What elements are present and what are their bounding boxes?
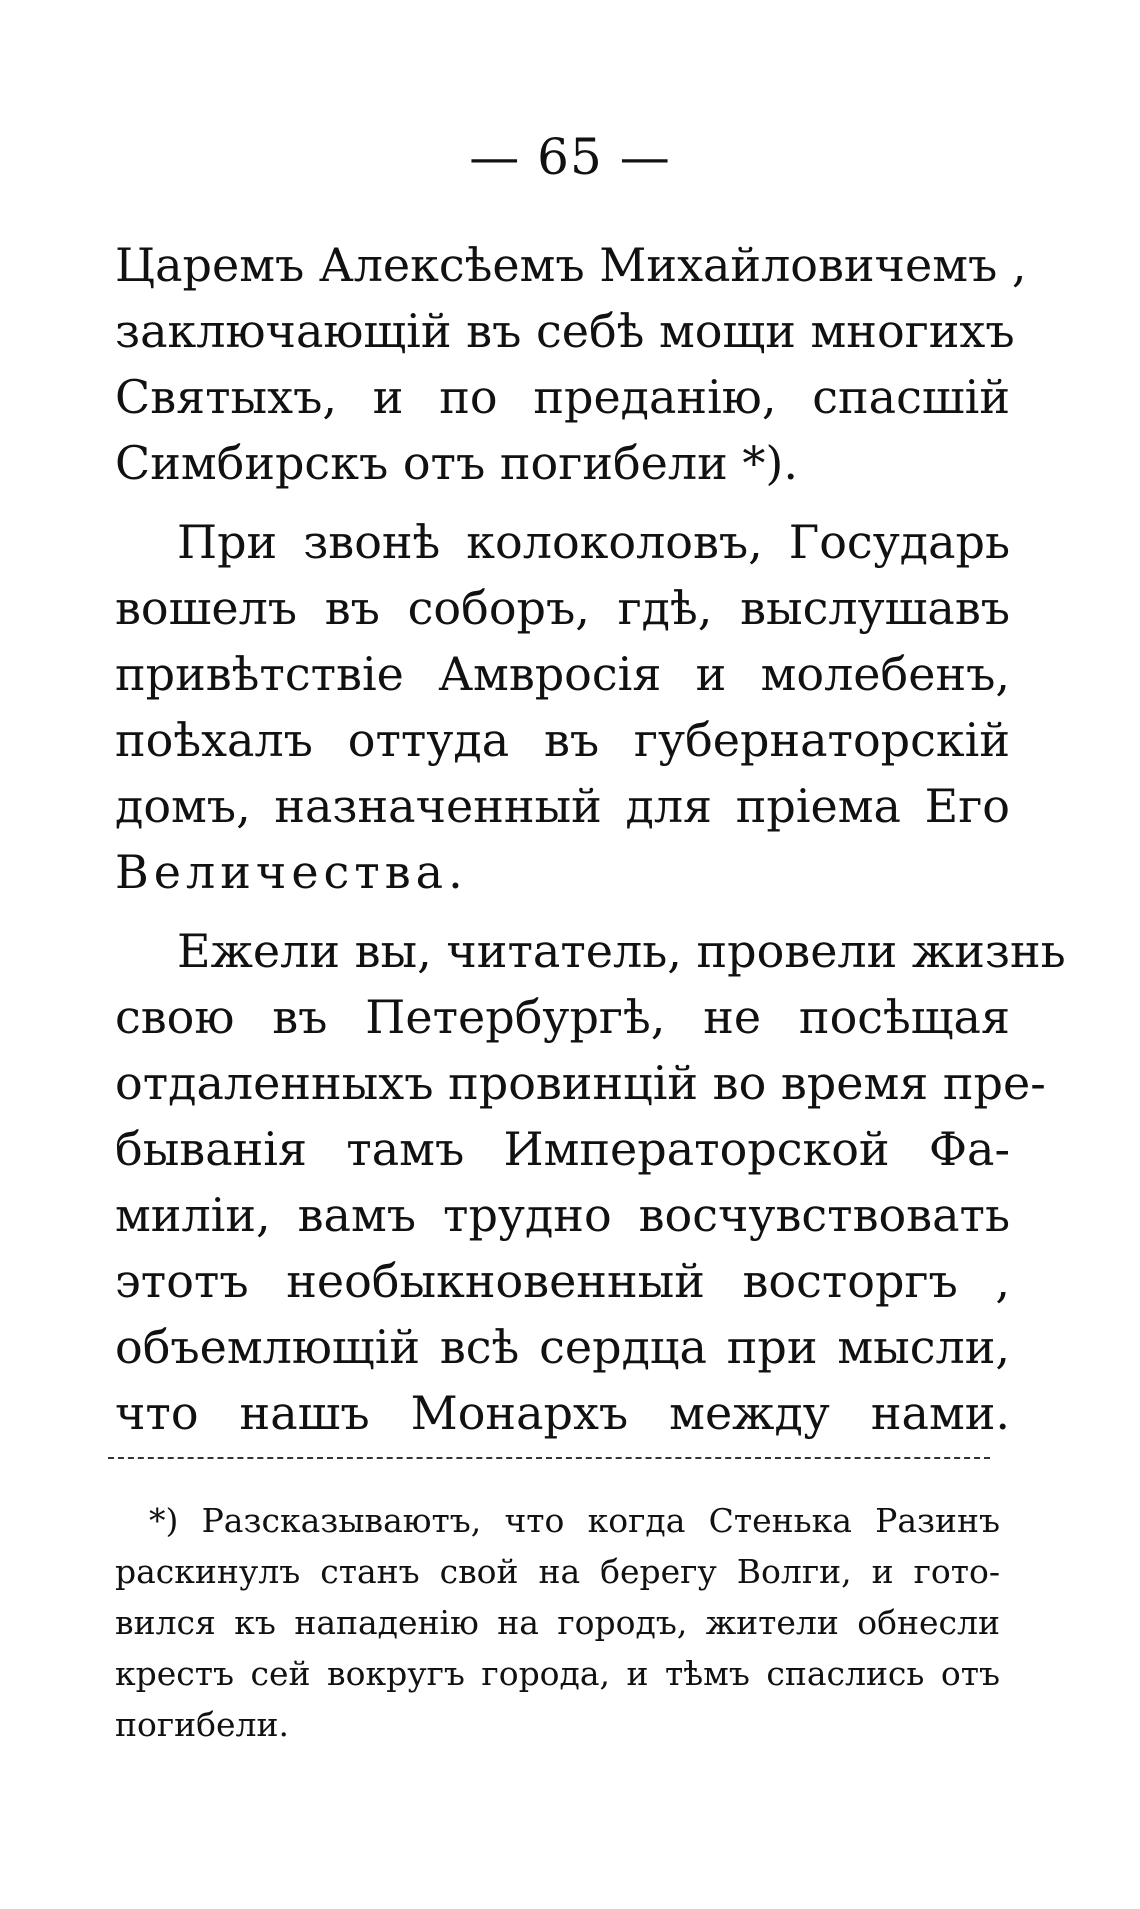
text-line: домъ, назначенный для пріема Его [115,779,1010,833]
footnote-line: крестъ сей вокругъ города, и тѣмъ спаслись отъ [115,1654,1000,1693]
footnote-line: погибели. [115,1705,289,1744]
text-line: Величества. [115,845,468,899]
text-line: объемлющій всѣ сердца при мысли, [115,1320,1010,1374]
paragraph-1 [115,232,1027,496]
text-line: При звонѣ колоколовъ, Государь [177,515,1010,569]
text-line: отдаленныхъ провинцій во время пре- [115,1056,1046,1110]
text-line: Симбирскъ отъ погибели *). [115,436,798,490]
text-line: Святыхъ, и по преданію, спасшій [115,370,1010,424]
footnote [115,1495,1000,1750]
text-line: заключающій въ себѣ мощи многихъ [115,304,1015,358]
text-line: что нашъ Монархъ между нами. [115,1386,1010,1440]
text-line: миліи, вамъ трудно восчувствовать [115,1188,1010,1242]
text-line: Царемъ Алексѣемъ Михайловичемъ , [115,238,1027,292]
body-text [115,232,1066,1446]
text-line: быванія тамъ Императорской Фа- [115,1122,1010,1176]
text-line: свою въ Петербургѣ, не посѣщая [115,990,1010,1044]
text-line: вошелъ въ соборъ, гдѣ, выслушавъ [115,581,1010,635]
text-line: привѣтствіе Амвросія и молебенъ, [115,647,1010,701]
text-line: поѣхалъ оттуда въ губернаторскій [115,713,1010,767]
paragraph-3 [115,918,1066,1446]
text-line: этотъ необыкновенный восторгъ , [115,1254,1010,1308]
paragraph-2 [115,509,1010,905]
footnote-line: вился къ нападенію на городъ, жители обнесли [115,1603,1000,1642]
footnote-line: раскинулъ станъ свой на берегу Волги, и гото- [115,1552,1000,1591]
text-line: Ежели вы, читатель, провели жизнь [177,924,1066,978]
footnote-line: *) Разсказываютъ, что когда Стенька Разинъ [149,1501,1000,1540]
page-number: — 65 — [469,128,671,186]
footnote-divider [108,1457,990,1459]
